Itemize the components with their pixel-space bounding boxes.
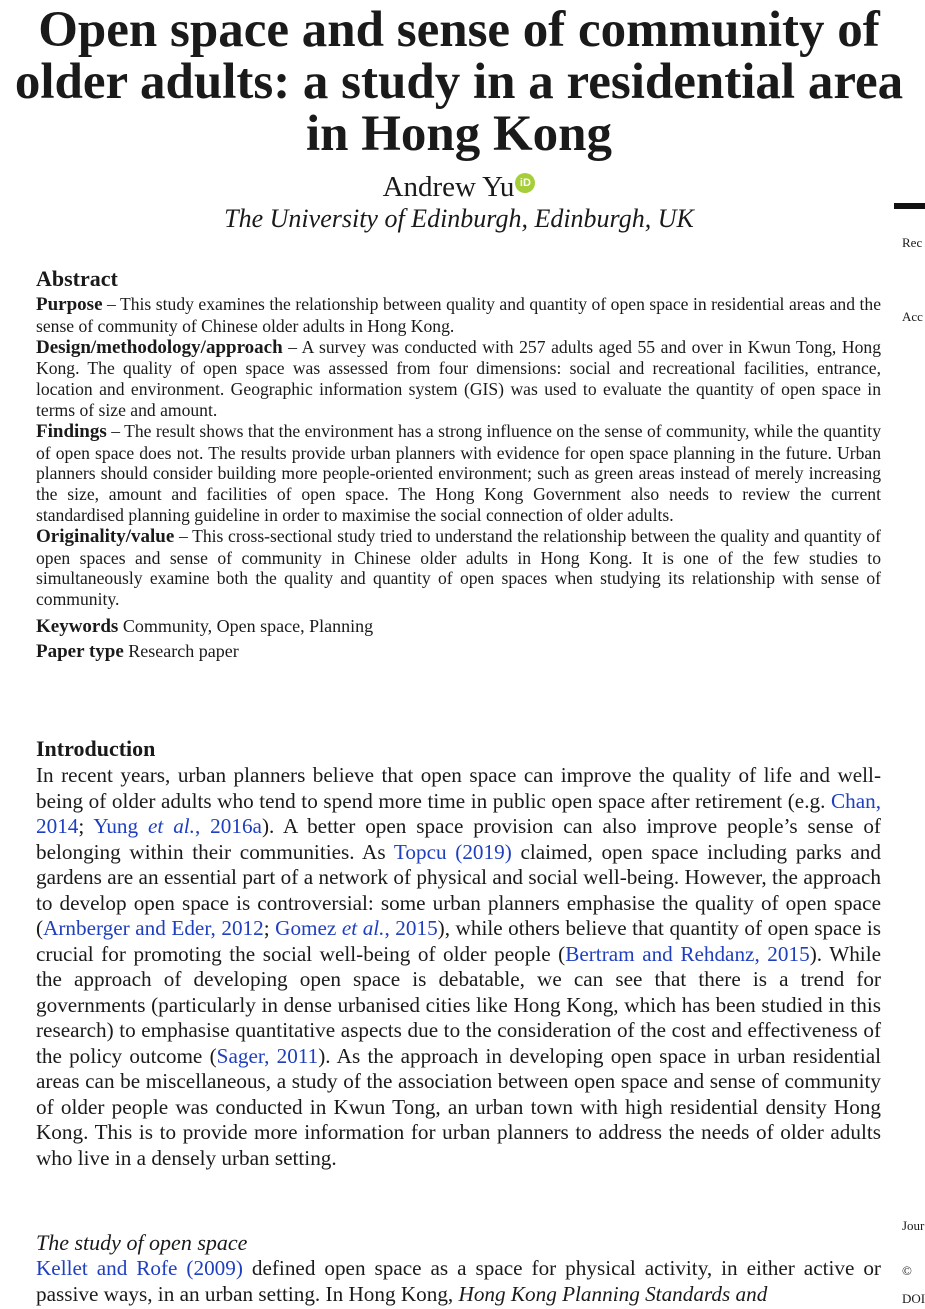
abstract-heading: Abstract [36, 266, 118, 291]
margin-accepted: Acc [902, 309, 923, 324]
citation-link[interactable]: Bertram and Rehdanz, 2015 [565, 941, 810, 966]
document-title: Hong Kong Planning Standards and [458, 1281, 768, 1306]
subsection-paragraph [36, 1256, 881, 1307]
introduction-paragraph [36, 763, 881, 1171]
intro-text: ; [78, 814, 94, 838]
citation-year: , 2015 [384, 916, 438, 940]
design-text: – A survey was conducted with 257 adults aged 55 and over in Kwun Tong, Hong Kong. The quality of open space was assessed from four dimensions: social and recreational facilities, entrance, location and environment. Geographic information system (GIS) was used to evaluate the quantity of open space in terms of size and amount. [36, 336, 881, 420]
abstract-section [36, 265, 881, 664]
intro-text: In recent years, urban planners believe that open space can improve the quality of life and well-being of older adults who tend to spend more time in public open space after retirement (e.g. [36, 763, 881, 813]
abstract-originality [36, 526, 881, 610]
author-line [0, 170, 918, 204]
margin-doi: DOI [902, 1291, 925, 1306]
orcid-icon[interactable]: iD [515, 173, 535, 193]
introduction-section [36, 735, 881, 1171]
paper-type [36, 639, 881, 664]
citation-link[interactable] [275, 916, 438, 940]
paper-title: Open space and sense of community of older adults: a study in a residential area in Hong Kong [14, 2, 904, 162]
citation-link[interactable]: Sager, 2011 [216, 1043, 319, 1068]
papertype-text: Research paper [123, 640, 239, 661]
margin-copyright: © [902, 1263, 912, 1278]
citation-year: , 2016a [194, 814, 262, 838]
keywords-text: Community, Open space, Planning [118, 615, 374, 636]
findings-label: Findings [36, 420, 107, 442]
citation-link[interactable] [93, 814, 262, 838]
keywords-label: Keywords [36, 615, 119, 637]
intro-text: ). While the approach of developing open space is debatable, we can see that there is a trend for governments (particularly in dense urbanised cities like Hong Kong, which has been studied in this research) to emphasise quantitative aspects due to the consideration of the cost and effectiveness of the policy outcome ( [36, 941, 881, 1068]
citation-etal: et al. [341, 916, 385, 940]
intro-text: ; [263, 916, 276, 940]
subsection-text: defined open space as a space for physical activity, in either active or passive ways, in an urban setting. In Hong Kong, [36, 1256, 881, 1306]
intro-text: ), while others believe that quantity of open space is crucial for promoting the social well-being of older people ( [36, 916, 882, 966]
findings-text: – The result shows that the environment has a strong influence on the sense of community, while the quantity of open space does not. The results provide urban planners with evidence for open space planning in the future. Urban planners should consider building more people-oriented environment; such as green areas instead of merely increasing the size, amount and facilities of open space. The Hong Kong Government also needs to review the current standardised planning guideline in order to maximise the social connection of older adults. [36, 420, 881, 525]
intro-text: ). As the approach in developing open space in urban residential areas can be miscellaneous, a study of the association between open space and sense of community of older people was conducted in Kwun Tong, an urban town with high residential density Hong Kong. This is to provide more information for urban planners to address the needs of older adults who live in a densely urban setting. [36, 1043, 881, 1170]
citation-link[interactable]: Kellet and Rofe (2009) [36, 1256, 243, 1280]
purpose-text: – This study examines the relationship between quality and quantity of open space in residential areas and the sense of community of Chinese older adults in Hong Kong. [36, 294, 881, 336]
subsection-heading: The study of open space [36, 1230, 248, 1255]
abstract-purpose [36, 294, 881, 337]
margin-journal: Jour [902, 1218, 925, 1233]
intro-text: ). A better open space provision can also improve people’s sense of belonging within their communities. As [36, 814, 881, 864]
citation-link[interactable]: Arnberger and Eder, 2012 [43, 916, 264, 940]
design-label: Design/methodology/approach [36, 336, 283, 358]
citation-link[interactable]: Topcu (2019) [393, 839, 512, 864]
citation-etal: et al. [148, 814, 195, 838]
citation-link[interactable]: Chan, 2014 [36, 788, 881, 838]
originality-text: – This cross-sectional study tried to understand the relationship between the quality and quantity of open spaces and sense of community in Chinese older adults in Hong Kong. It is one of the few studies to simultaneously examine both the quality and quantity of open spaces when studying its relationship with sense of community. [36, 525, 881, 610]
abstract-findings [36, 421, 881, 526]
introduction-heading: Introduction [36, 736, 156, 761]
originality-label: Originality/value [36, 525, 175, 547]
margin-rule [894, 203, 925, 209]
keywords [36, 614, 881, 639]
open-space-subsection [36, 1230, 881, 1307]
affiliation: The University of Edinburgh, Edinburgh, UK [224, 204, 694, 233]
margin-received: Rec [902, 235, 923, 250]
papertype-label: Paper type [36, 640, 124, 662]
citation-author: Gomez [275, 916, 342, 940]
purpose-label: Purpose [36, 294, 103, 315]
author-name[interactable]: Andrew Yu [382, 171, 515, 203]
abstract-design [36, 337, 881, 421]
citation-author: Yung [93, 814, 149, 838]
intro-text: claimed, open space including parks and gardens are an essential part of a network of physical and social well-being. However, the approach to develop open space is controversial: some urban planners emphasise the quality of open space ( [36, 839, 881, 940]
